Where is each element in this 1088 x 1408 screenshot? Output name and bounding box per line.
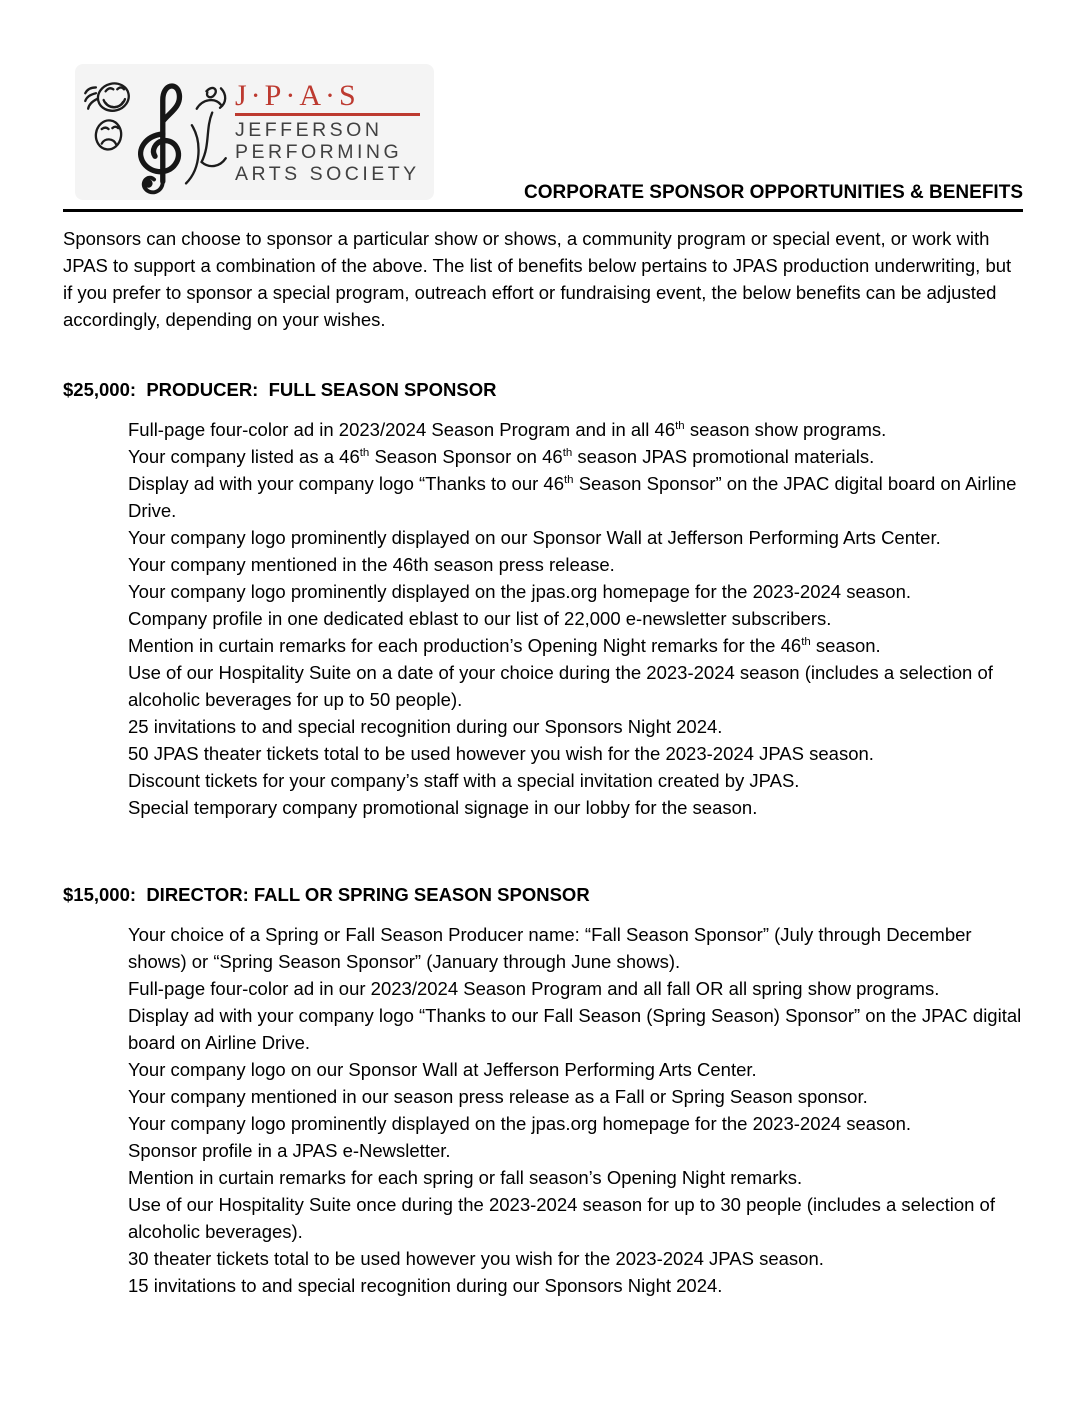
logo-acronym: J·P·A·S <box>235 80 420 116</box>
benefit-item: Display ad with your company logo “Thanks to our Fall Season (Spring Season) Sponsor” on the JPAC digital board on Airline Drive. <box>128 1005 1022 1053</box>
benefit-item: Your company mentioned in the 46th season press release. <box>128 554 615 575</box>
superscript-ordinal: th <box>675 419 685 432</box>
benefit-item: Your company logo prominently displayed on the jpas.org homepage for the 2023-2024 season. <box>128 1113 912 1134</box>
benefit-item: Sponsor profile in a JPAS e-Newsletter. <box>128 1140 451 1161</box>
benefit-item: Discount tickets for your company’s staff with a special invitation created by JPAS. <box>128 770 800 791</box>
benefit-item: Use of our Hospitality Suite on a date of your choice during the 2023-2024 season (includes a selection of alcoholic beverages for up to 50 people). <box>128 662 993 710</box>
tragedy-mask-icon <box>94 119 123 151</box>
benefit-item: Your company logo prominently displayed on the jpas.org homepage for the 2023-2024 season. <box>128 581 912 602</box>
dancer-icon <box>186 88 226 183</box>
benefit-item: 25 invitations to and special recognition during our Sponsors Night 2024. <box>128 716 723 737</box>
superscript-ordinal: th <box>564 473 574 486</box>
tier-heading: $15,000: DIRECTOR: FALL OR SPRING SEASON SPONSOR <box>63 884 590 905</box>
comedy-mask-icon <box>85 80 131 114</box>
benefit-item: Special temporary company promotional signage in our lobby for the season. <box>128 797 758 818</box>
logo-wordmark <box>235 80 420 185</box>
intro-paragraph: Sponsors can choose to sponsor a particular show or shows, a community program or special event, or work with JPAS to support a combination of the above. The list of benefits below pertains to JPAS production underwriting, but if you prefer to sponsor a special program, outreach effort or fundraising event, the below benefits can be adjusted accordingly, depending on your wishes. <box>63 228 1012 330</box>
benefit-item: 15 invitations to and special recognition during our Sponsors Night 2024. <box>128 1275 723 1296</box>
benefit-item: Company profile in one dedicated eblast to our list of 22,000 e-newsletter subscribers. <box>128 608 832 629</box>
superscript-ordinal: th <box>562 446 573 459</box>
benefit-item: 30 theater tickets total to be used however you wish for the 2023-2024 JPAS season. <box>128 1248 824 1269</box>
logo-name-line-2: PERFORMING <box>235 140 403 163</box>
benefit-item: Your company logo prominently displayed on our Sponsor Wall at Jefferson Performing Arts Center. <box>128 527 941 548</box>
treble-clef-icon <box>141 86 180 192</box>
jpas-logo <box>75 64 434 200</box>
tier-heading: $25,000: PRODUCER: FULL SEASON SPONSOR <box>63 379 497 400</box>
document-title: CORPORATE SPONSOR OPPORTUNITIES & BENEFITS <box>524 182 1023 203</box>
logo-name-line-1: JEFFERSON <box>235 118 383 141</box>
benefits-list <box>63 921 1023 1299</box>
sponsor-tiers <box>63 376 1023 1299</box>
theater-masks-and-treble-clef-icon <box>81 69 231 195</box>
sponsor-tier-section <box>63 376 1023 821</box>
benefit-item: Use of our Hospitality Suite once during the 2023-2024 season for up to 30 people (includes a selection of alcoholic beverages). <box>128 1194 995 1242</box>
benefit-item: 50 JPAS theater tickets total to be used however you wish for the 2023-2024 JPAS season. <box>128 743 874 764</box>
benefit-item: Your company mentioned in our season press release as a Fall or Spring Season sponsor. <box>128 1086 868 1107</box>
benefit-item: Your choice of a Spring or Fall Season Producer name: “Fall Season Sponsor” (July through December shows) or “Spring Season Sponsor” (January through June shows). <box>128 924 972 972</box>
benefit-item: Mention in curtain remarks for each spring or fall season’s Opening Night remarks. <box>128 1167 803 1188</box>
superscript-ordinal: th <box>359 446 370 459</box>
benefit-item: Your company listed as a 46th Season Sponsor on 46th season JPAS promotional materials. <box>128 446 875 467</box>
benefit-item: Your company logo on our Sponsor Wall at Jefferson Performing Arts Center. <box>128 1059 757 1080</box>
benefit-item: Full-page four-color ad in 2023/2024 Season Program and in all 46th season show programs. <box>128 419 887 440</box>
document-header <box>63 64 1023 212</box>
logo-name-line-3: ARTS SOCIETY <box>235 162 420 185</box>
benefit-item: Mention in curtain remarks for each production’s Opening Night remarks for the 46th season. <box>128 635 881 656</box>
benefit-item: Full-page four-color ad in our 2023/2024 Season Program and all fall OR all spring show programs. <box>128 978 940 999</box>
sponsor-tier-section <box>63 881 1023 1299</box>
superscript-ordinal: th <box>801 635 811 648</box>
benefit-item: Display ad with your company logo “Thanks to our 46th Season Sponsor” on the JPAC digital board on Airline Drive. <box>128 473 1017 521</box>
benefits-list <box>63 416 1023 821</box>
